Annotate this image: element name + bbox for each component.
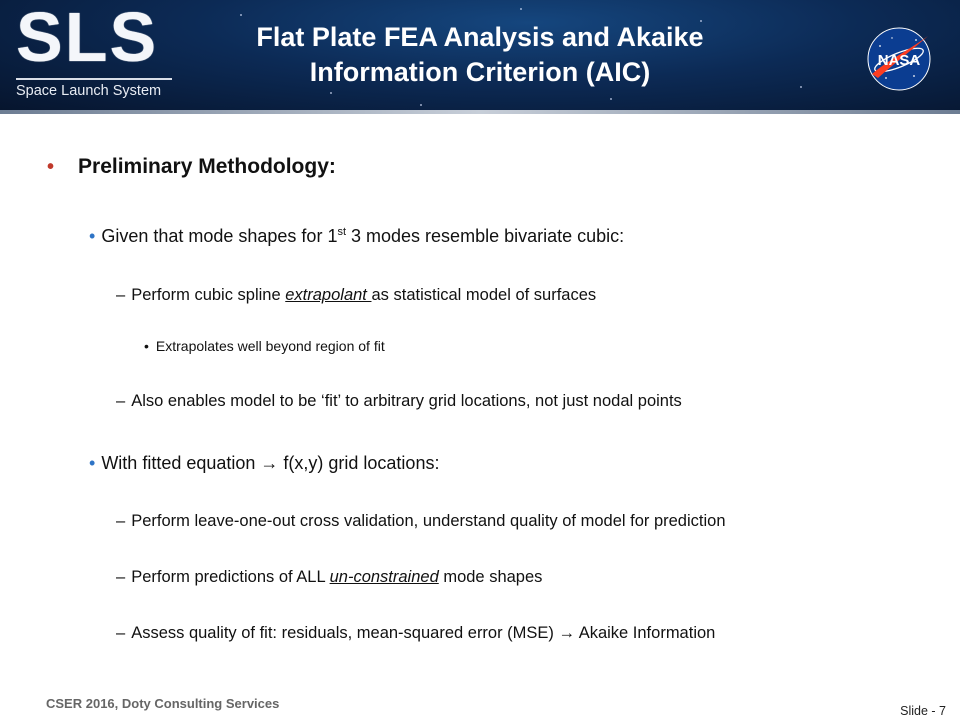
emphasized-text: un-constrained bbox=[329, 568, 439, 586]
bullet-text: 3 modes resemble bivariate cubic: bbox=[346, 226, 625, 246]
sub-bullet-text: Perform leave-one-out cross validation, understand quality of model for prediction bbox=[131, 512, 726, 530]
sub-bullet-item bbox=[116, 568, 542, 587]
superscript-text: st bbox=[337, 226, 347, 238]
sub-bullet-item bbox=[116, 624, 715, 643]
slide-title-line-2: Information Criterion (AIC) bbox=[309, 57, 651, 87]
sub-bullet-text: mode shapes bbox=[438, 568, 543, 586]
sub-bullet-text: as statistical model of surfaces bbox=[371, 286, 597, 304]
sub-bullet-item bbox=[116, 392, 682, 411]
arrow-right-icon: → bbox=[558, 624, 576, 642]
dash-bullet: – bbox=[116, 392, 126, 410]
section-heading bbox=[47, 155, 336, 179]
bullet-text: Given that mode shapes for 1 bbox=[101, 226, 338, 246]
bullet-icon: • bbox=[89, 453, 96, 473]
sub-bullet-item bbox=[116, 286, 596, 305]
dash-bullet: – bbox=[116, 568, 126, 586]
sub-bullet-text: Akaike Information bbox=[575, 624, 716, 642]
bullet-icon: • bbox=[47, 156, 55, 178]
slide-title-line-1: Flat Plate FEA Analysis and Akaike bbox=[256, 22, 704, 52]
slide-number: Slide - 7 bbox=[900, 704, 946, 718]
sls-logo-letters: SLS bbox=[16, 0, 159, 76]
nasa-logo-text: NASA bbox=[877, 52, 921, 69]
sub-bullet-text: Perform predictions of ALL bbox=[131, 568, 330, 586]
dash-bullet: – bbox=[116, 512, 126, 530]
sls-logo-subtitle: Space Launch System bbox=[16, 83, 162, 99]
dash-bullet: – bbox=[116, 286, 126, 304]
footer-credit: CSER 2016, Doty Consulting Services bbox=[46, 696, 280, 711]
dash-bullet: – bbox=[116, 624, 126, 642]
arrow-right-icon: → bbox=[260, 453, 279, 473]
bullet-item bbox=[89, 226, 624, 247]
bullet-icon: • bbox=[144, 338, 149, 354]
bullet-item bbox=[89, 453, 439, 474]
detail-bullet-item bbox=[144, 338, 385, 354]
bullet-text: f(x,y) grid locations: bbox=[278, 453, 440, 473]
section-heading-text: Preliminary Methodology: bbox=[78, 155, 336, 178]
bullet-icon: • bbox=[89, 226, 96, 246]
detail-bullet-text: Extrapolates well beyond region of fit bbox=[155, 338, 385, 354]
sub-bullet-item bbox=[116, 512, 726, 531]
sub-bullet-text: Assess quality of fit: residuals, mean-squared error (MSE) bbox=[131, 624, 559, 642]
sub-bullet-text: Also enables model to be ‘fit’ to arbitrary grid locations, not just nodal points bbox=[131, 392, 682, 410]
emphasized-text: extrapolant bbox=[285, 286, 372, 304]
sub-bullet-text: Perform cubic spline bbox=[131, 286, 286, 304]
bullet-text: With fitted equation bbox=[101, 453, 261, 473]
